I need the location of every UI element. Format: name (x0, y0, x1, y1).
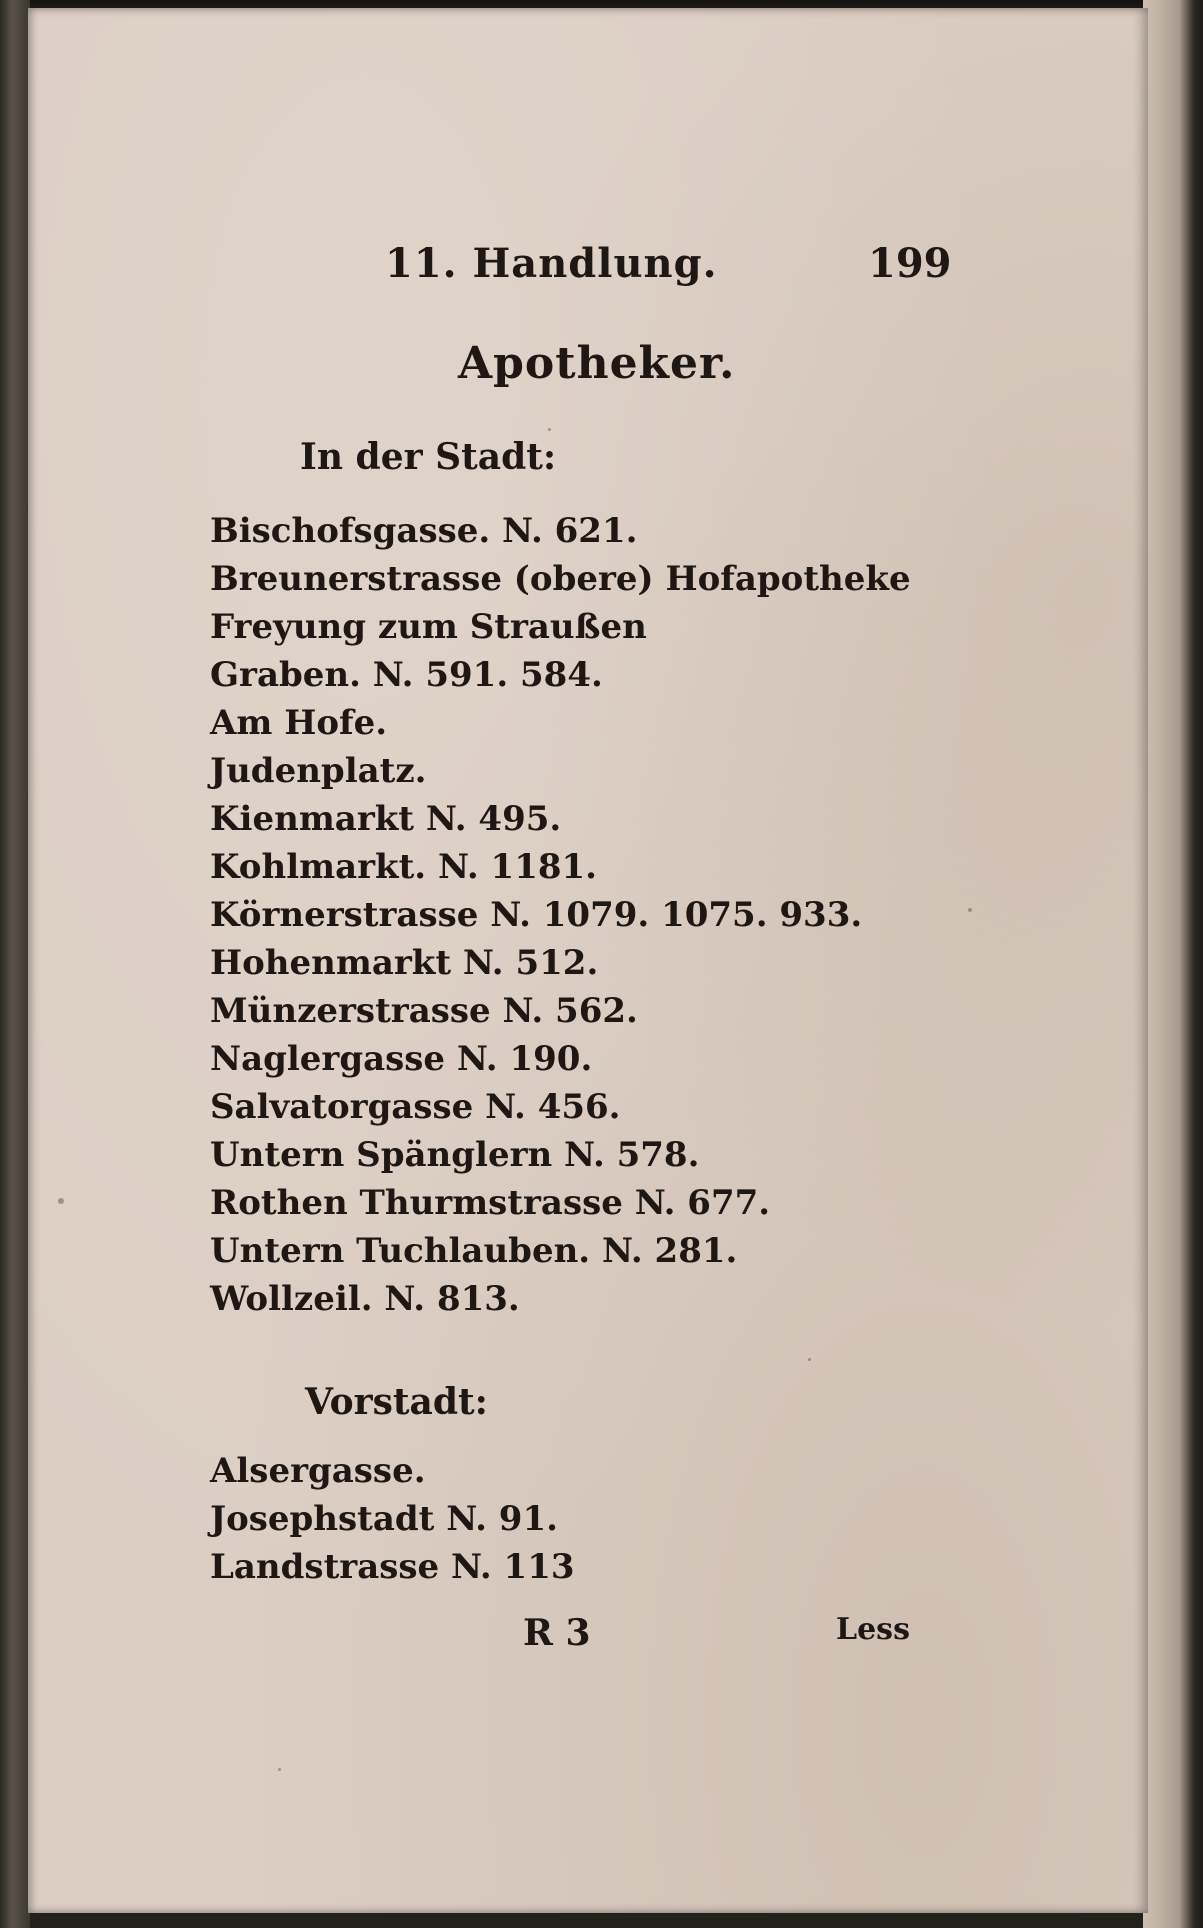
paper-speck (548, 428, 551, 431)
list-item: Alsergasse. (210, 1451, 426, 1491)
section-heading: Apotheker. (458, 338, 736, 389)
list-item: Josephstadt N. 91. (210, 1499, 558, 1539)
list-item: Rothen Thurmstrasse N. 677. (210, 1183, 771, 1223)
paper-speck (58, 1198, 64, 1204)
list-item: Salvatorgasse N. 456. (210, 1087, 621, 1127)
list-item: Graben. N. 591. 584. (210, 655, 603, 695)
list-item: Judenplatz. (210, 751, 427, 791)
list-item: Körnerstrasse N. 1079. 1075. 933. (210, 895, 863, 935)
list-item: Bischofsgasse. N. 621. (210, 511, 638, 551)
left-page-edge (0, 0, 30, 1928)
list-item: Untern Tuchlauben. N. 281. (210, 1231, 738, 1271)
list-item: Freyung zum Straußen (210, 607, 647, 647)
list-item: Landstrasse N. 113 (210, 1547, 575, 1587)
paper-speck (808, 1358, 811, 1361)
list-item: Untern Spänglern N. 578. (210, 1135, 700, 1175)
list-item: Kohlmarkt. N. 1181. (210, 847, 598, 887)
list-item: Münzerstrasse N. 562. (210, 991, 638, 1031)
list-item: Breunerstrasse (obere) Hofapotheke (210, 559, 911, 599)
paper-speck (278, 1768, 281, 1771)
catchword: Less (836, 1612, 910, 1647)
signature-mark: R 3 (523, 1612, 591, 1654)
list-item: Kienmarkt N. 495. (210, 799, 562, 839)
page-number: 199 (868, 240, 952, 287)
list-item: Am Hofe. (210, 703, 388, 743)
vorstadt-entry-list (210, 1447, 575, 1591)
paper-speck (968, 908, 972, 912)
stadt-entry-list (210, 507, 911, 1323)
list-item: Naglergasse N. 190. (210, 1039, 593, 1079)
list-item: Wollzeil. N. 813. (210, 1279, 520, 1319)
running-header: 11. Handlung. (385, 240, 718, 287)
list-item: Hohenmarkt N. 512. (210, 943, 599, 983)
vorstadt-heading: Vorstadt: (305, 1381, 488, 1423)
page-stack-edge (1143, 0, 1203, 1928)
stadt-heading: In der Stadt: (300, 436, 557, 478)
